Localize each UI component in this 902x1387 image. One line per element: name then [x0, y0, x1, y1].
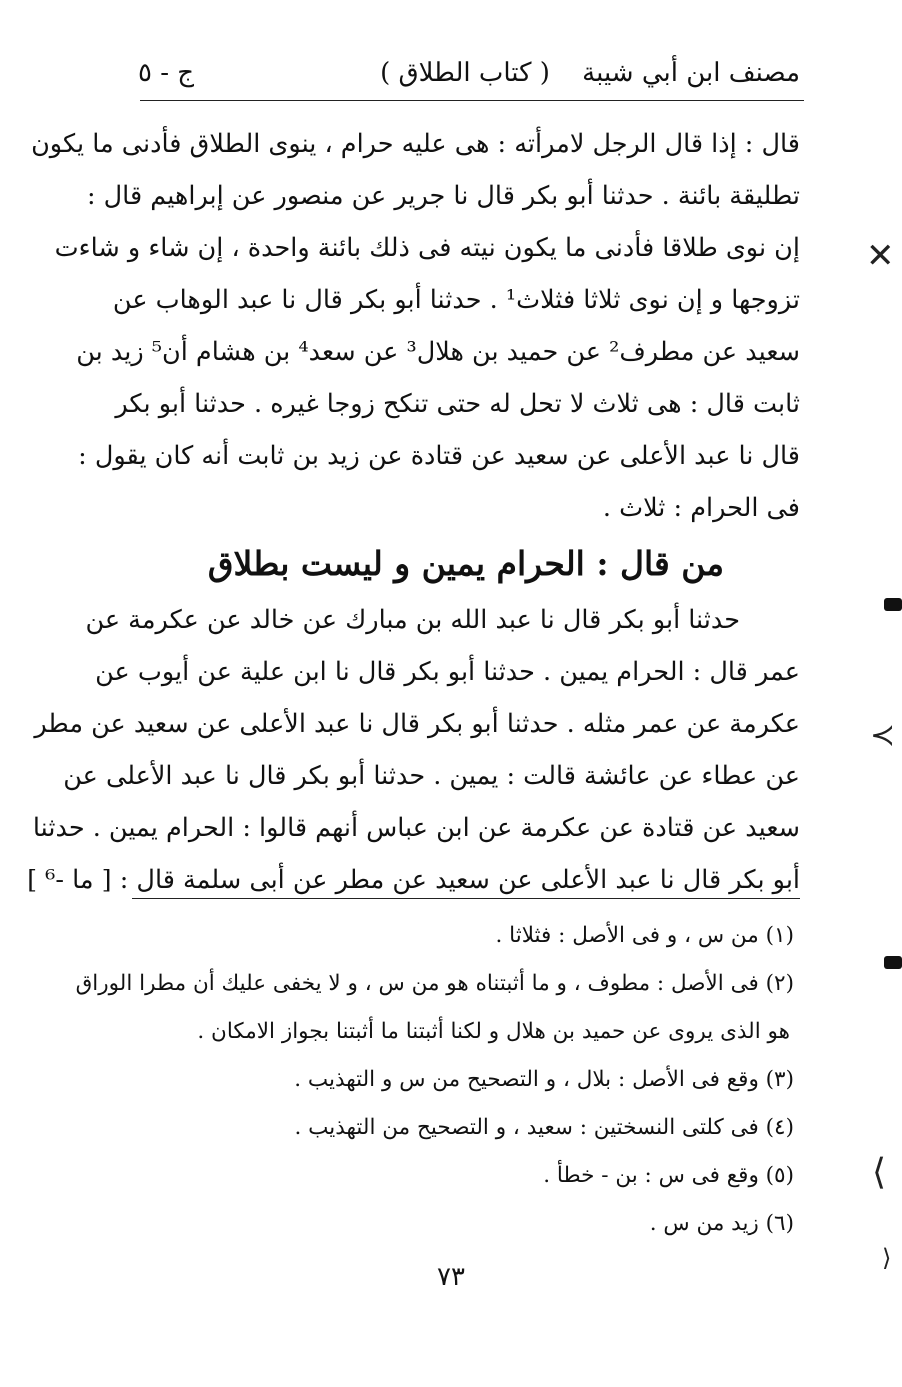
text-line: سعيد عن قتادة عن عكرمة عن ابن عباس أنهم قالوا : الحرام يمين . حدثنا — [32, 813, 800, 843]
text-line: قال : إذا قال الرجل لامرأته : هى عليه حرام ، ينوى الطلاق فأدنى ما يكون — [31, 129, 800, 159]
text-line: ثابت قال : هى ثلاث لا تحل له حتى تنكح زوجا غيره . حدثنا أبو بكر — [115, 389, 800, 419]
section-heading: من قال : الحرام يمين و ليست بطلاق — [207, 544, 725, 583]
header-rule — [140, 100, 804, 101]
footnote: (٦) زيد من س . — [649, 1211, 794, 1236]
text-line: عن عطاء عن عائشة قالت : يمين . حدثنا أبو بكر قال نا عبد الأعلى عن — [63, 761, 800, 791]
footnote: (٥) وقع فى س : بن - خطأ . — [543, 1163, 794, 1188]
book-title: مصنف ابن أبي شيبة — [582, 58, 800, 88]
footnote: (١) من س ، و فى الأصل : فثلاثا . — [495, 923, 794, 948]
margin-mark-icon: ✕ — [866, 236, 895, 276]
text-line: أبو بكر قال نا عبد الأعلى عن سعيد عن مطر عن أبى سلمة قال : [ ما -⁶ ] — [27, 865, 800, 895]
footnote: (٣) وقع فى الأصل : بلال ، و التصحيح من س و التهذيب . — [294, 1067, 794, 1092]
footnote: (٤) فى كلتى النسختين : سعيد ، و التصحيح من التهذيب . — [294, 1115, 794, 1140]
edge-tab-mark — [884, 956, 902, 969]
footnotes — [75, 912, 794, 1248]
margin-mark-icon: ⟩ — [882, 1244, 892, 1272]
margin-mark-icon: ⟨ — [872, 1152, 887, 1193]
text-line: حدثنا أبو بكر قال نا عبد الله بن مبارك عن خالد عن عكرمة عن — [85, 605, 740, 635]
text-line: سعيد عن مطرف² عن حميد بن هلال³ عن سعد⁴ بن هشام أن⁵ زيد بن — [76, 337, 800, 367]
edge-tab-mark — [884, 598, 902, 611]
footnote-continuation: هو الذى يروى عن حميد بن هلال و لكنا أثبتنا ما أثبتنا بجواز الامكان . — [197, 1019, 790, 1044]
text-line: إن نوى طلاقا فأدنى ما يكون نيته فى ذلك بائنة واحدة ، إن شاء و شاءت — [54, 233, 800, 263]
volume-label: ج - ٥ — [138, 58, 195, 88]
footnote: (٢) فى الأصل : مطوف ، و ما أثبتناه هو من س ، و لا يخفى عليك أن مطرا الوراق — [75, 971, 794, 996]
main-text — [27, 118, 800, 906]
text-line: فى الحرام : ثلاث . — [602, 493, 800, 523]
margin-mark-icon: ≺ — [870, 718, 896, 753]
chapter-title: ( كتاب الطلاق ) — [380, 58, 550, 88]
text-line: تزوجها و إن نوى ثلاثا فثلاث¹ . حدثنا أبو بكر قال نا عبد الوهاب عن — [112, 285, 800, 315]
text-line: تطليقة بائنة . حدثنا أبو بكر قال نا جرير عن منصور عن إبراهيم قال : — [86, 181, 800, 211]
footnote-rule — [132, 898, 800, 899]
text-line: عمر قال : الحرام يمين . حدثنا أبو بكر قال نا ابن علية عن أيوب عن — [95, 657, 800, 687]
running-header — [130, 52, 800, 96]
text-line: عكرمة عن عمر مثله . حدثنا أبو بكر قال نا عبد الأعلى عن سعيد عن مطر — [34, 709, 800, 739]
page-number: ٧٣ — [437, 1262, 465, 1292]
text-line: قال نا عبد الأعلى عن سعيد عن قتادة عن زيد بن ثابت أنه كان يقول : — [78, 441, 800, 471]
